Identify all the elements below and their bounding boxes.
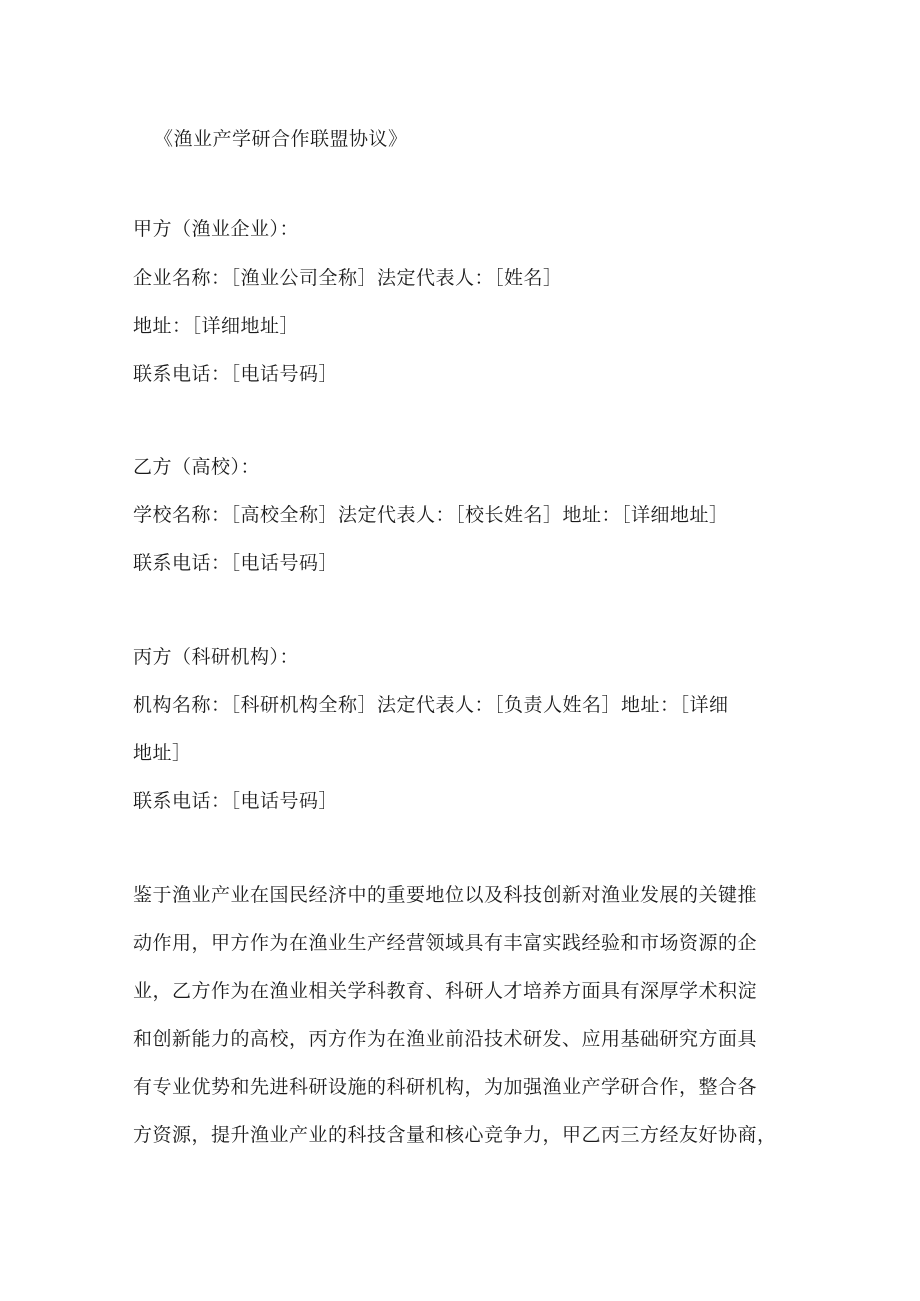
party-c-heading: 丙方（科研机构）： (133, 646, 300, 668)
party-a-heading: 甲方（渔业企业）： (133, 218, 300, 240)
party-c-name-line-2: 地址］ (133, 742, 192, 764)
preamble-line-1: 鉴于渔业产业在国民经济中的重要地位以及科技创新对渔业发展的关键推 (133, 884, 758, 906)
preamble-line-5: 有专业优势和先进科研设施的科研机构，为加强渔业产学研合作，整合各 (133, 1076, 758, 1098)
preamble-line-3: 业，乙方作为在渔业相关学科教育、科研人才培养方面具有深厚学术积淀 (133, 980, 758, 1002)
party-a-address-line: 地址：［详细地址］ (133, 315, 300, 337)
party-a-phone-line: 联系电话：［电话号码］ (133, 363, 339, 385)
preamble-line-6: 方资源，提升渔业产业的科技含量和核心竞争力，甲乙丙三方经友好协商， (133, 1124, 777, 1146)
party-b-heading: 乙方（高校）： (133, 456, 261, 478)
party-b-phone-line: 联系电话：［电话号码］ (133, 552, 339, 574)
preamble-line-4: 和创新能力的高校，丙方作为在渔业前沿技术研发、应用基础研究方面具 (133, 1028, 758, 1050)
document-title: 《渔业产学研合作联盟协议》 (154, 128, 408, 150)
party-a-name-line: 企业名称：［渔业公司全称］法定代表人：［姓名］ (133, 267, 563, 289)
party-c-name-line-1: 机构名称：［科研机构全称］法定代表人：［负责人姓名］地址：［详细 (133, 694, 729, 716)
preamble-line-2: 动作用，甲方作为在渔业生产经营领域具有丰富实践经验和市场资源的企 (133, 932, 758, 954)
party-b-name-line: 学校名称：［高校全称］法定代表人：［校长姓名］地址：［详细地址］ (133, 504, 729, 526)
party-c-phone-line: 联系电话：［电话号码］ (133, 790, 339, 812)
